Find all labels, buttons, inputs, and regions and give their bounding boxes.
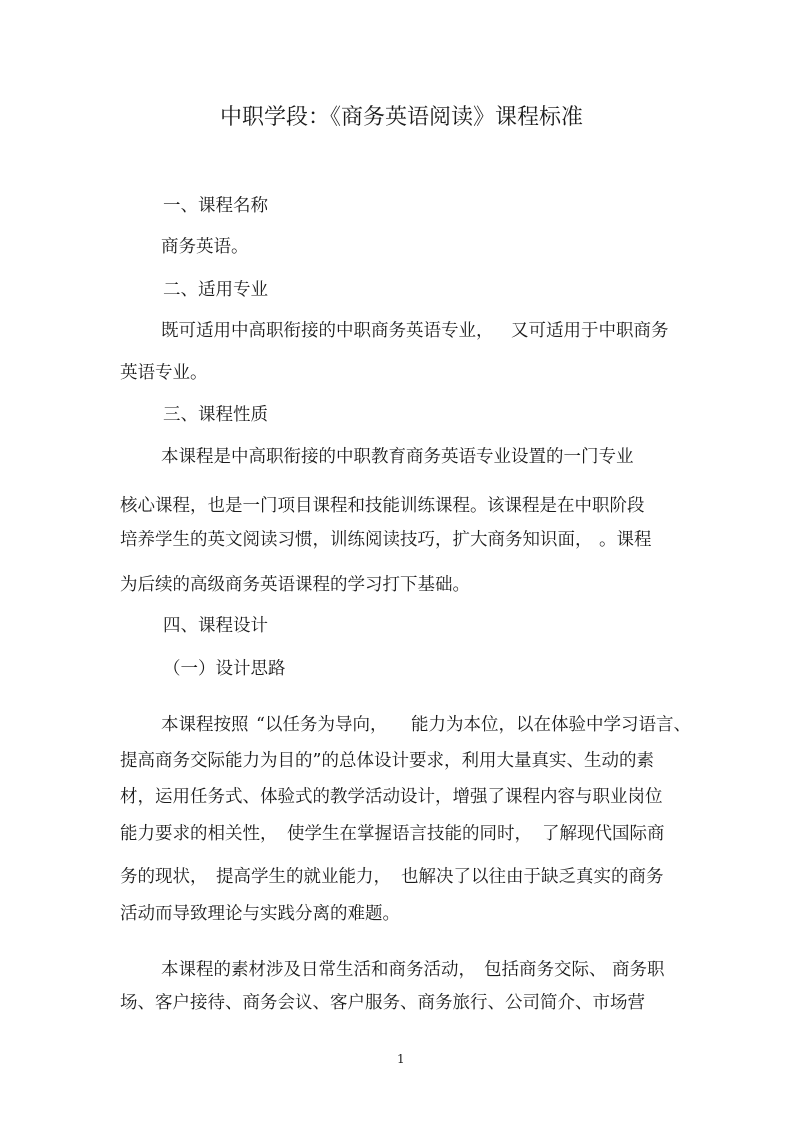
paragraph-line: 了解现代国际商 — [542, 824, 665, 844]
page-number: 1 — [397, 1052, 405, 1066]
paragraph-line: 活动而导致理论与实践分离的难题。 — [120, 904, 400, 924]
paragraph-line: 使学生在掌握语言技能的同时， — [287, 824, 532, 844]
paragraph-line: 培养学生的英文阅读习惯，训练阅读技巧，扩大商务知识面， — [120, 530, 593, 550]
paragraph-line: “以任务为导向， — [256, 715, 388, 735]
paragraph-line: 提高商务交际能力为目的”的总体设计要求，利用大量真实、生动的素 — [120, 751, 654, 771]
paragraph-line: 本课程是中高职衔接的中职教育商务英语专业设置的一门专业 — [161, 447, 634, 467]
paragraph-line: 务的现状， — [120, 867, 208, 887]
section-heading-course-name: 一、课程名称 — [163, 196, 268, 216]
paragraph-line: 为后续的高级商务英语课程的学习打下基础。 — [120, 575, 470, 595]
paragraph-line: 英语专业。 — [120, 363, 208, 383]
subheading-design-idea: （一）设计思路 — [163, 659, 286, 679]
paragraph-line: 。课程 — [599, 530, 652, 550]
paragraph-line: 本课程的素材涉及日常生活和商务活动， — [161, 960, 476, 980]
paragraph-line: 能力要求的相关性， — [120, 824, 278, 844]
section-heading-course-design: 四、课程设计 — [163, 616, 268, 636]
section-heading-applicable-major: 二、适用专业 — [163, 280, 268, 300]
section-heading-course-nature: 三、课程性质 — [163, 405, 268, 425]
paragraph-line: 材，运用任务式、体验式的教学活动设计，增强了课程内容与职业岗位 — [120, 787, 663, 807]
paragraph-line: 又可适用于中职商务 — [511, 321, 669, 341]
paragraph-line: 能力为本位，以在体验中学习语言、 — [411, 715, 691, 735]
paragraph-line: 提高学生的就业能力， — [216, 867, 391, 887]
paragraph-line: 核心课程，也是一门项目课程和技能训练课程。 — [120, 496, 488, 516]
paragraph-line: 既可适用中高职衔接的中职商务英语专业， — [161, 321, 494, 341]
paragraph-line: 该课程是在中职阶段 — [487, 496, 645, 516]
paragraph-line: 本课程按照 — [161, 715, 249, 735]
paragraph-line: 包括商务交际、 — [484, 960, 607, 980]
paragraph-line: 商务职 — [612, 960, 665, 980]
paragraph-line: 场、客户接待、商务会议、客户服务、商务旅行、公司简介、市场营 — [120, 993, 645, 1013]
paragraph-line: 商务英语。 — [161, 237, 249, 257]
page-title: 中职学段：《商务英语阅读》课程标准 — [220, 105, 584, 130]
paragraph-line: 也解决了以往由于缺乏真实的商务 — [401, 867, 664, 887]
